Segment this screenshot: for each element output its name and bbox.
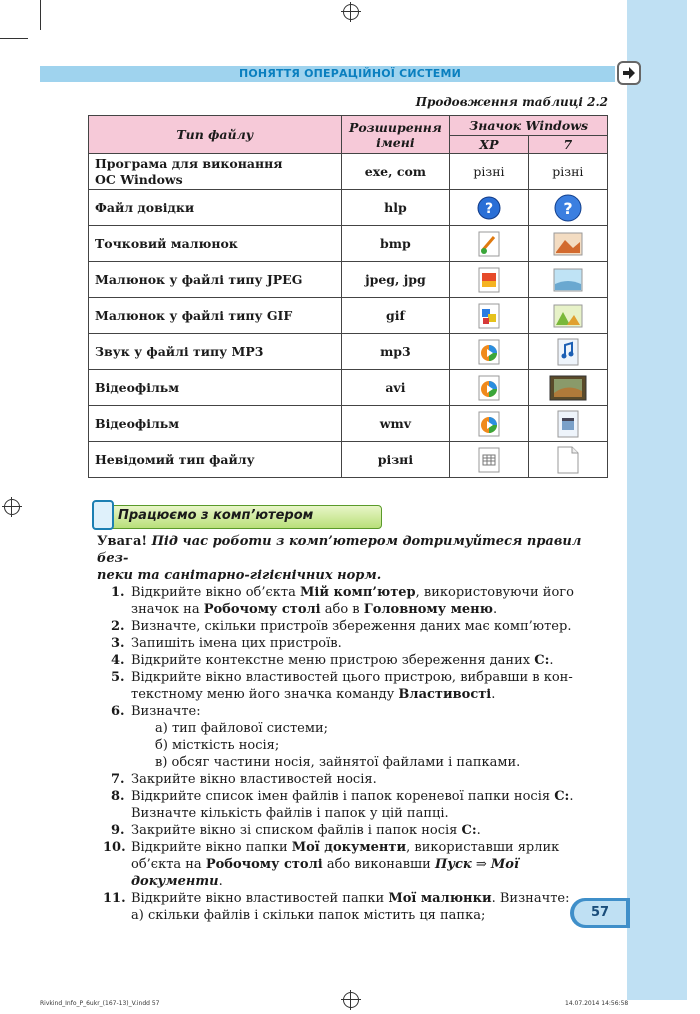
cell-7 <box>528 190 607 226</box>
page-number: 57 <box>574 901 626 925</box>
step-text: , використавши ярлик <box>406 840 560 855</box>
help-icon <box>554 194 582 222</box>
step-text: . <box>493 602 498 617</box>
image-icon <box>478 267 500 293</box>
table-row <box>89 406 608 442</box>
cell-7 <box>528 406 607 442</box>
step-term: Робочому столі <box>205 857 323 872</box>
step-number: 9. <box>111 823 125 838</box>
step-term: С: <box>554 789 570 804</box>
step-text: . <box>476 823 481 838</box>
step-text: . <box>569 789 574 804</box>
cell-type <box>89 154 342 190</box>
step-term: Властивості <box>398 687 492 702</box>
step-number: 7. <box>111 772 125 787</box>
cell-xp <box>450 298 528 334</box>
step-text: значок на <box>131 602 204 617</box>
step-number: 1. <box>111 585 125 600</box>
cell-7 <box>528 370 607 406</box>
cell-7 <box>528 298 607 334</box>
blank-file-icon <box>557 446 579 474</box>
file-types-table <box>88 115 608 478</box>
cell-7 <box>528 442 607 478</box>
paint-icon <box>478 231 500 257</box>
table-row <box>89 370 608 406</box>
warning-text: Під час роботи з комп’ютером дотримуйтеся правил без- <box>97 534 582 566</box>
column-header-extension <box>341 116 450 154</box>
step-number: 4. <box>111 653 125 668</box>
image-icon <box>478 303 500 329</box>
sub-item: в) обсяг частини носія, зайнятої файлами і папками. <box>155 755 521 770</box>
cell-xp <box>450 262 528 298</box>
step-term: Мої малюнки <box>388 891 492 906</box>
sub-item: б) місткість носія; <box>155 738 280 753</box>
step-term: Пуск <box>434 857 472 872</box>
list-item <box>111 652 607 669</box>
media-player-icon <box>476 411 502 437</box>
cell-xp: різні <box>450 154 528 190</box>
cell-ext: exe, com <box>341 154 450 190</box>
cell-ext: jpeg, jpg <box>341 262 450 298</box>
list-item <box>111 584 607 618</box>
cell-ext: mp3 <box>341 334 450 370</box>
warning-text-cont: пеки та санітарно-гігієнічних норм. <box>97 568 382 583</box>
computer-icon <box>92 500 114 530</box>
cell-7 <box>528 334 607 370</box>
step-text: Визначте кількість файлів і папок у цій папці. <box>131 806 449 821</box>
cell-xp <box>450 226 528 262</box>
column-header-type: Тип файлу <box>89 116 342 154</box>
step-text: , використовуючи його <box>415 585 574 600</box>
cell-ext: hlp <box>341 190 450 226</box>
cell-xp <box>450 406 528 442</box>
crop-mark <box>40 0 41 30</box>
step-number: 11. <box>103 891 126 906</box>
table-row <box>89 226 608 262</box>
picture-icon <box>553 268 583 292</box>
picture-icon <box>553 304 583 328</box>
list-item <box>111 822 607 839</box>
cell-ext: avi <box>341 370 450 406</box>
cell-xp <box>450 370 528 406</box>
registration-mark-icon <box>343 4 359 20</box>
cell-type: Точковий малюнок <box>89 226 342 262</box>
step-number: 6. <box>111 704 125 719</box>
cell-type: Відеофільм <box>89 406 342 442</box>
warning-paragraph <box>97 533 607 584</box>
step-term: Мої документи <box>131 857 519 889</box>
step-text: . <box>218 874 223 889</box>
help-icon <box>477 196 501 220</box>
step-term: Робочому столі <box>203 602 321 617</box>
section-title: Працюємо з комп’ютером <box>118 508 314 523</box>
step-text: або виконавши <box>322 857 435 872</box>
list-item <box>111 703 607 771</box>
cell-7 <box>528 226 607 262</box>
step-text: Відкрийте вікно властивостей папки <box>131 891 389 906</box>
step-number: 2. <box>111 619 125 634</box>
warning-label: Увага! <box>97 534 148 549</box>
table-row <box>89 298 608 334</box>
cell-type-line1: Програма для виконання <box>95 155 283 171</box>
list-item <box>111 618 607 635</box>
column-header-icon: Значок Windows <box>450 116 608 136</box>
registration-mark-icon <box>4 499 20 515</box>
step-text: Відкрийте список імен файлів і папок кореневої папки носія <box>131 789 555 804</box>
table-row <box>89 262 608 298</box>
cell-type: Малюнок у файлі типу JPEG <box>89 262 342 298</box>
cell-xp <box>450 190 528 226</box>
svg-text:?: ? <box>563 198 573 218</box>
step-text: . <box>549 653 554 668</box>
registration-mark-icon <box>343 992 359 1008</box>
step-term: С: <box>534 653 550 668</box>
step-text: а) скільки файлів і скільки папок містить ця папка; <box>131 908 486 923</box>
video-icon <box>549 375 587 401</box>
list-item <box>111 788 607 822</box>
step-text: Відкрийте контекстне меню пристрою збереження даних <box>131 653 535 668</box>
step-term: С: <box>461 823 477 838</box>
step-number: 8. <box>111 789 125 804</box>
mp3-icon <box>557 338 579 366</box>
crop-mark <box>0 38 28 39</box>
arrow-right-icon <box>617 61 641 85</box>
column-header-extension-line1: Розширення <box>348 119 442 135</box>
step-text: ⇒ <box>471 857 491 872</box>
table-row <box>89 334 608 370</box>
step-text: Запишіть імена цих пристроїв. <box>131 636 342 651</box>
picture-icon <box>553 232 583 256</box>
step-text: . <box>491 687 496 702</box>
list-item <box>111 771 607 788</box>
step-number: 10. <box>103 840 126 855</box>
unknown-file-icon <box>478 447 500 473</box>
instructions <box>97 533 607 924</box>
cell-xp <box>450 442 528 478</box>
cell-type-line2: ОС Windows <box>95 171 183 187</box>
cell-type: Невідомий тип файлу <box>89 442 342 478</box>
list-item <box>111 635 607 652</box>
step-text: Визначте, скільки пристроїв збереження даних має комп’ютер. <box>131 619 572 634</box>
cell-type: Звук у файлі типу MP3 <box>89 334 342 370</box>
table-row <box>89 442 608 478</box>
svg-text:?: ? <box>484 200 494 217</box>
step-term: Мій комп’ютер <box>300 585 416 600</box>
cell-xp <box>450 334 528 370</box>
step-term: Мої документи <box>291 840 407 855</box>
page-side-band <box>627 0 687 1000</box>
step-text: Відкрийте вікно об’єкта <box>131 585 300 600</box>
list-item <box>111 669 607 703</box>
step-text: об’єкта на <box>131 857 206 872</box>
column-header-7: 7 <box>528 136 607 154</box>
cell-ext: gif <box>341 298 450 334</box>
step-text: Визначте: <box>131 704 201 719</box>
step-text: Закрийте вікно властивостей носія. <box>131 772 377 787</box>
cell-ext: bmp <box>341 226 450 262</box>
column-header-extension-line2: імені <box>376 134 415 150</box>
cell-ext: wmv <box>341 406 450 442</box>
step-text: або в <box>320 602 364 617</box>
list-item <box>103 839 607 890</box>
step-term: Головному меню <box>363 602 493 617</box>
step-number: 5. <box>111 670 125 685</box>
cell-type: Малюнок у файлі типу GIF <box>89 298 342 334</box>
table-caption: Продовження таблиці 2.2 <box>415 95 608 109</box>
footer-file-info: Rivkind_Info_P_6ukr_(167-13)_V.indd 57 <box>40 1000 160 1007</box>
table-row <box>89 154 608 190</box>
step-text: Відкрийте вікно папки <box>131 840 292 855</box>
sub-item: а) тип файлової системи; <box>155 721 328 736</box>
step-text: Відкрийте вікно властивостей цього пристрою, вибравши в кон- <box>131 670 573 685</box>
table-row <box>89 190 608 226</box>
list-item <box>103 890 607 924</box>
cell-7 <box>528 262 607 298</box>
media-player-icon <box>476 375 502 401</box>
cell-type: Відеофільм <box>89 370 342 406</box>
footer-timestamp: 14.07.2014 14:56:58 <box>565 1000 629 1007</box>
cell-7: різні <box>528 154 607 190</box>
video-file-icon <box>557 410 579 438</box>
step-text: . Визначте: <box>491 891 570 906</box>
step-text: текстному меню його значка команду <box>131 687 399 702</box>
header-title: ПОНЯТТЯ ОПЕРАЦІЙНОЇ СИСТЕМИ <box>238 67 462 80</box>
cell-ext: різні <box>341 442 450 478</box>
step-text: Закрийте вікно зі списком файлів і папок носія <box>131 823 462 838</box>
cell-type: Файл довідки <box>89 190 342 226</box>
step-number: 3. <box>111 636 125 651</box>
media-player-icon <box>476 339 502 365</box>
column-header-xp: XP <box>450 136 528 154</box>
